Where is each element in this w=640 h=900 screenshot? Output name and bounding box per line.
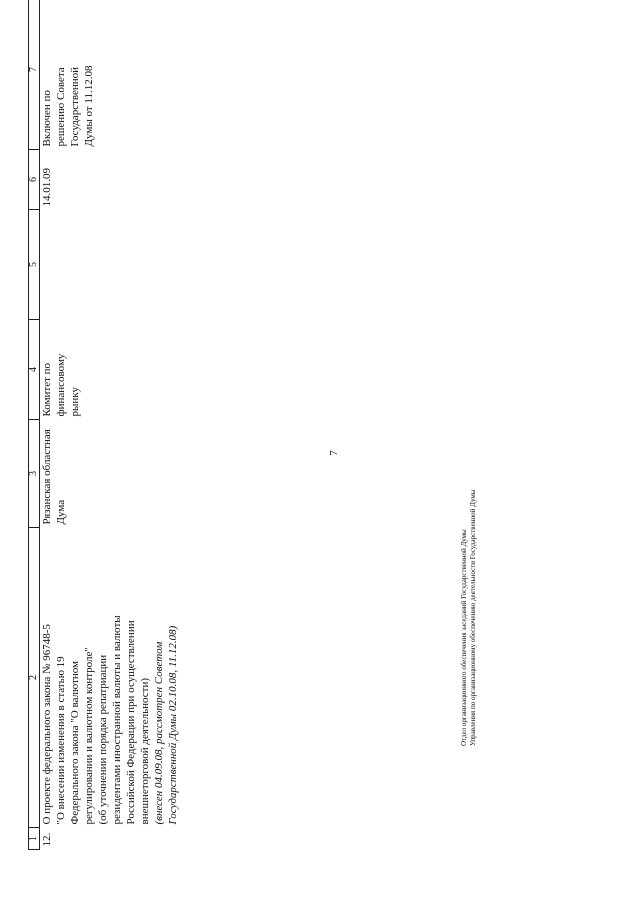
bill-author: [40, 420, 181, 528]
remark-line: Государственной: [69, 66, 81, 147]
bill-title: [40, 528, 181, 828]
remark-cell: [40, 0, 181, 150]
bill-title-line: Федерального закона "О валютном: [69, 660, 81, 825]
author-line: Рязанская областная: [41, 429, 53, 525]
bill-title-line: регулировании и валютном контроле": [83, 647, 95, 825]
col5-cell: [40, 210, 181, 320]
bill-note-line: (внесен 04.09.08, рассмотрен Советом: [153, 641, 165, 825]
responsible-committee: [40, 320, 181, 420]
header-col-4: 4: [29, 320, 40, 420]
committee-line: рынку: [69, 387, 81, 417]
header-row: [29, 0, 40, 850]
header-col-7: 7: [29, 0, 40, 150]
bill-title-line: О проекте федерального закона № 96748-5: [41, 624, 53, 825]
footer-line-1: Отдел организационного обеспечения заседаний Государственной Думы: [460, 529, 468, 746]
footer-line-2: Управления по организационному обеспечению деятельности Государственной Думы: [469, 489, 477, 746]
bill-title-line: (об уточнении порядка репатриации: [97, 654, 109, 825]
bill-title-line: "О внесении изменения в статью 19: [55, 656, 67, 825]
page-number: 7: [328, 450, 340, 456]
header-col-5: 5: [29, 210, 40, 320]
bill-title-line: резидентами иностранной валюты и валюты: [111, 615, 123, 825]
rotated-page: [28, 0, 268, 850]
remark-line: Включен по: [41, 90, 53, 147]
date-cell: 14.01.09: [40, 150, 181, 210]
header-col-3: 3: [29, 420, 40, 528]
committee-line: финансовому: [55, 353, 67, 417]
bill-title-line: внешнеторговой деятельности): [139, 678, 151, 825]
header-col-6: 6: [29, 150, 40, 210]
bill-title-line: Российской Федерации при осуществлении: [125, 620, 137, 825]
header-col-2: 2: [29, 528, 40, 828]
remark-line: решению Совета: [55, 67, 67, 147]
committee-line: Комитет по: [41, 362, 53, 417]
row-number: 12.: [40, 828, 181, 850]
header-col-1: 1: [29, 828, 40, 850]
table-row: [40, 0, 181, 850]
remark-line: Думы от 11.12.08: [83, 65, 95, 147]
agenda-table: [28, 0, 180, 850]
footer: [460, 446, 490, 746]
author-line: Дума: [55, 499, 67, 525]
bill-note-line: Государственной Думы 02.10.08, 11.12.08): [167, 625, 179, 825]
